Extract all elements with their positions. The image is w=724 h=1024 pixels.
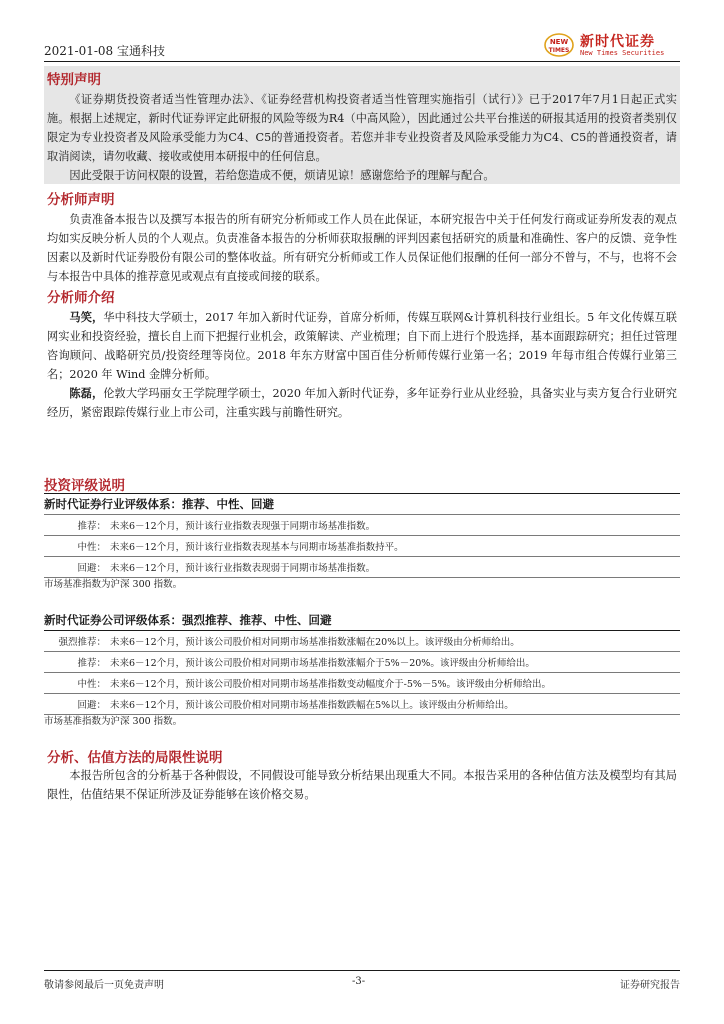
analyst-intro-chen-lei [47,384,677,422]
footer-divider [44,970,680,971]
page-number: -3- [352,976,366,987]
analyst-statement-title: 分析师声明 [47,192,115,208]
header-date-company: 2021-01-08 宝通科技 [44,44,166,58]
company-rating-label: 强烈推荐： [44,631,110,652]
table-row [44,515,680,536]
special-statement-paragraph-1: 《证券期货投资者适当性管理办法》、《证券经营机构投资者适当性管理实施指引（试行）》已于2017年7月1日起正式实施。根据上述规定，新时代证券评定此研报的风险等级为R4（中高风险），因此通过公共平台推送的研报其适用的投资者类别仅限定为专业投资者及风险承受能力为C4、C5的普通投资者。若您并非专业投资者及风险承受能力为C4、C5的普通投资者，请取消阅读，请勿收藏、接收或使用本研报中的任何信息。 [47,93,677,163]
footer-disclaimer-note: 敬请参阅最后一页免责声明 [44,980,164,991]
logo-badge-top: NEW [549,38,569,46]
company-rating-desc: 未来6－12个月，预计该公司股价相对同期市场基准指数涨幅介于5%－20%。该评级由分析师给出。 [110,652,680,673]
analyst-name-ma-xiao: 马笑， [69,310,104,324]
industry-rating-desc: 未来6－12个月，预计该行业指数表现强于同期市场基准指数。 [110,515,680,536]
industry-rating-title: 新时代证券行业评级体系：推荐、中性、回避 [44,497,274,511]
industry-benchmark-note: 市场基准指数为沪深 300 指数。 [44,579,183,590]
industry-rating-label: 推荐： [44,515,110,536]
table-row [44,652,680,673]
logo-chinese-name: 新时代证券 [580,34,655,50]
header-divider [44,61,680,62]
analyst-intro-ma-xiao [47,308,677,384]
analyst-bio-ma-xiao: 华中科技大学硕士，2017 年加入新时代证券，首席分析师，传媒互联网&计算机科技行业组长。5 年文化传媒互联网实业和投资经验，擅长自上而下把握行业机会，政策解读、产业梳理；自下而上进行个股选择，基本面跟踪研究；担任过管理咨询顾问、战略研究员/投资经理等岗位。2018 年东方财富中国百佳分析师传媒行业第一名；2019 年每市组合传媒行业第三名；2020 年 Wind 金牌分析师。 [47,311,677,381]
logo-mark-icon [544,32,574,58]
company-rating-label: 推荐： [44,652,110,673]
company-rating-label: 中性： [44,673,110,694]
table-row [44,631,680,652]
industry-rating-label: 回避： [44,557,110,578]
company-rating-desc: 未来6－12个月，预计该公司股价相对同期市场基准指数涨幅在20%以上。该评级由分析师给出。 [110,631,680,652]
special-statement-title: 特别声明 [47,72,101,88]
rating-title-divider [44,493,680,494]
logo-badge-bottom: TIMES [548,47,570,54]
page-header [44,30,680,60]
table-row [44,536,680,557]
limitations-paragraph: 本报告所包含的分析基于各种假设，不同假设可能导致分析结果出现重大不同。本报告采用的各种估值方法及模型均有其局限性，估值结果不保证所涉及证券能够在该价格交易。 [47,769,677,801]
company-rating-desc: 未来6－12个月，预计该公司股价相对同期市场基准指数跌幅在5%以上。该评级由分析师给出。 [110,694,680,715]
analyst-statement-paragraph: 负责准备本报告以及撰写本报告的所有研究分析师或工作人员在此保证，本研究报告中关于任何发行商或证券所发表的观点均如实反映分析人员的个人观点。负责准备本报告的分析师获取报酬的评判因素包括研究的质量和准确性、客户的反馈、竞争性因素以及新时代证券股份有限公司的整体收益。所有研究分析师或工作人员保证他们报酬的任何一部分不曾与，不与，也将不会与本报告中具体的推荐意见或观点有直接或间接的联系。 [47,213,677,283]
table-row [44,557,680,578]
limitations-title: 分析、估值方法的局限性说明 [47,750,223,766]
analyst-name-chen-lei: 陈磊， [69,386,104,400]
table-row [44,694,680,715]
company-rating-table [44,631,680,715]
industry-rating-desc: 未来6－12个月，预计该行业指数表现基本与同期市场基准指数持平。 [110,536,680,557]
footer-report-type: 证券研究报告 [620,980,680,991]
company-rating-desc: 未来6－12个月，预计该公司股价相对同期市场基准指数变动幅度介于-5%－5%。该评级由分析师给出。 [110,673,680,694]
industry-rating-table [44,514,680,578]
industry-rating-desc: 未来6－12个月，预计该行业指数表现弱于同期市场基准指数。 [110,557,680,578]
company-rating-title: 新时代证券公司评级体系：强烈推荐、推荐、中性、回避 [44,613,332,627]
logo-english-name: New Times Securities [580,49,665,57]
company-benchmark-note: 市场基准指数为沪深 300 指数。 [44,716,183,727]
company-logo [544,30,680,60]
analyst-intro-title: 分析师介绍 [47,290,115,306]
special-statement-paragraph-2: 因此受限于访问权限的设置，若给您造成不便，烦请见谅！感谢您给予的理解与配合。 [69,169,495,182]
rating-title: 投资评级说明 [44,478,125,494]
table-row [44,673,680,694]
analyst-bio-chen-lei: 伦敦大学玛丽女王学院理学硕士，2020 年加入新时代证券，多年证券行业从业经验，具备实业与卖方复合行业研究经历，紧密跟踪传媒行业上市公司，注重实践与前瞻性研究。 [47,387,677,419]
company-rating-label: 回避： [44,694,110,715]
industry-rating-label: 中性： [44,536,110,557]
